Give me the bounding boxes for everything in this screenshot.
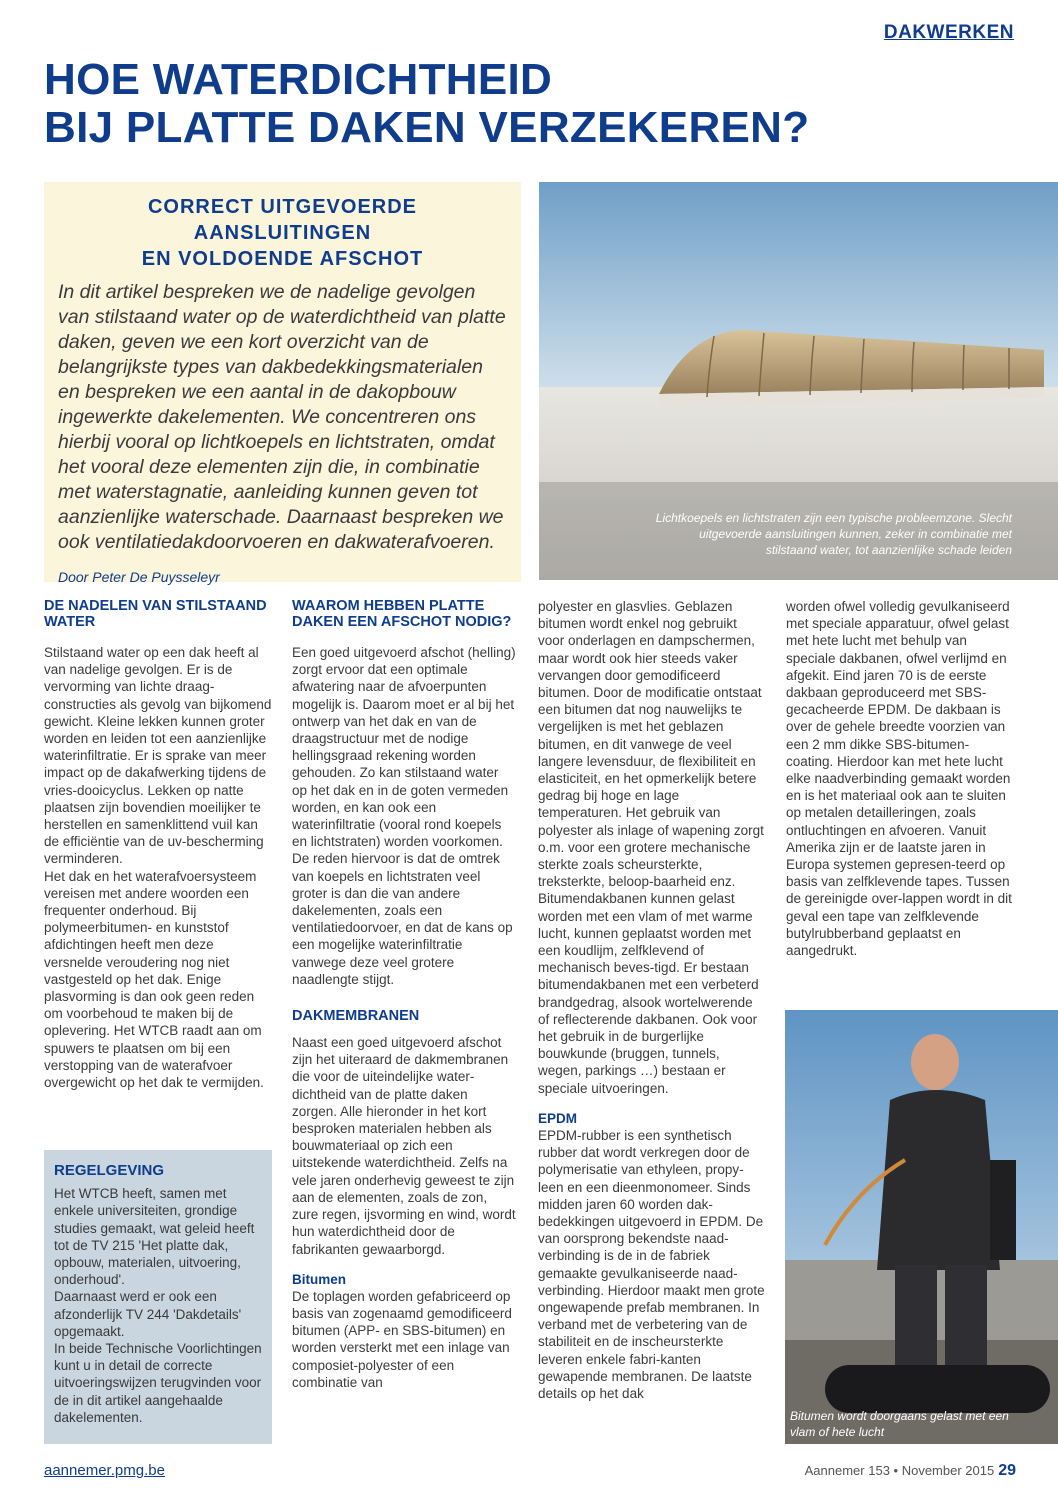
regelgeving-box xyxy=(44,1150,272,1444)
heading-epdm: EPDM xyxy=(538,1110,578,1126)
page-number: 29 xyxy=(998,1462,1016,1479)
col2-paragraph-2: Naast een goed uitgevoerd afschot zijn het uiteraard de dakmembranen die voor de uiteindelijke water-dichtheid van de platte daken zorgen. Alle hieronder in het kort besproken materialen hebben als bouwmateriaal op zich een uitstekende waterdichtheid. Zelfs na vele jaren onderhevig geweest te zijn aan de elementen, zoals de zon, zure regen, ijsvorming en wind, wordt hun waterdichtheid door de fabrikanten gewaarborgd. xyxy=(292,1035,516,1257)
title-line-1: HOE WATERDICHTHEID xyxy=(44,55,553,104)
photo2-caption: Bitumen wordt doorgaans gelast met een vlam of hete lucht xyxy=(790,1409,1009,1439)
section-tag: DAKWERKEN xyxy=(883,22,1014,43)
column-1 xyxy=(44,598,272,1091)
heading-stilstaand-water: DE NADELEN VAN STILSTAAND WATER xyxy=(44,598,267,630)
intro-subtitle-line-1: CORRECT UITGEVOERDE AANSLUITINGEN xyxy=(147,196,418,244)
roofer-photo-illustration xyxy=(785,1010,1058,1444)
page-title xyxy=(44,56,1004,152)
regelgeving-paragraph-1: Het WTCB heeft, samen met enkele universiteiten, grondige studies gemaakt, wat geleid heeft tot de TV 215 'Het platte dak, opbouw, materialen, uitvoering, onderhoud'. xyxy=(54,1186,255,1288)
intro-text: In dit artikel bespreken we de nadelige gevolgen van stilstaand water op de waterdichtheid van platte daken, geven we een kort overzicht van de belangrijkste types van dakbedekkingsmaterialen en bespreken we een aantal in de dakopbouw ingewerkte dakelementen. We concentreren ons hierbij vooral op lichtkoepels en lichtstraten, omdat het vooral deze elementen zijn die, in combinatie met waterstagnatie, aanleiding kunnen geven tot aanzienlijke waterschade. Daarnaast bespreken we ook ventilatiedakdoorvoeren en dakwaterafvoeren. xyxy=(58,281,506,553)
heading-regelgeving: REGELGEVING xyxy=(54,1162,165,1179)
col1-paragraph-1: Stilstaand water op een dak heeft al van nadelige gevolgen. Er is de vervorming van lichte draag-constructies als gevolg van bijkomend gewicht. Kleine lekken kunnen groter worden en leiden tot een aanzienlijke waterinfiltratie. Er is sprake van meer impact op de dakafwerking tijdens de vries-dooicyclus. Lekken op natte plaatsen zijn bovendien moeilijker te herstellen en samenklittend vuil kan de efficiëntie van de uv-bescherming verminderen. xyxy=(44,645,272,867)
photo1-caption: Lichtkoepels en lichtstraten zijn een typische probleemzone. Slecht uitgevoerde aansluitingen kunnen, zeker in combinatie met stilstaand water, tot aanzienlijke schade leiden xyxy=(655,511,1012,557)
roofer-photo xyxy=(785,1010,1058,1444)
regelgeving-paragraph-3: In beide Technische Voorlichtingen kunt u in detail de correcte uitvoeringswijzen terugvinden voor de in dit artikel aangehaalde dakelementen. xyxy=(54,1341,262,1425)
col3-paragraph-1: polyester en glasvlies. Geblazen bitumen wordt enkel nog gebruikt voor onderlagen en dampschermen, maar wordt ook hier steeds vaker vervangen door gemodificeerd bitumen. Door de modificatie ontstaat een bitumen dat nog nauwelijks te vergelijken is met het geblazen bitumen, en dit vanwege de veel langere levensduur, de flexibiliteit en elasticiteit, en het opmerkelijk betere gedrag bij hoge en lage temperaturen. Het gebruik van polyester als inlage of wapening zorgt o.m. voor een grotere mechanische sterkte zoals scheursterkte, treksterkte, beloop-baarheid enz. Bitumendakbanen kunnen gelast worden met een vlam of met warme lucht, kunnen geplaatst worden met een koudlijm, zelfklevend of mechanisch beves-tigd. Er bestaan bitumendakbanen met een verbeterd brandgedrag, alsook wortelwerende of reflecterende dakbanen. Ook voor het gebruik in de burgerlijke bouwkunde (bruggen, tunnels, wegen, parkings …) bestaan er speciale uitvoeringen. xyxy=(538,599,764,1096)
heading-afschot: WAAROM HEBBEN PLATTE DAKEN EEN AFSCHOT NODIG? xyxy=(292,598,512,630)
title-line-2: BIJ PLATTE DAKEN VERZEKEREN? xyxy=(44,103,810,152)
footer-issue xyxy=(805,1462,1016,1480)
byline: Door Peter De Puysseleyr xyxy=(58,569,220,585)
regelgeving-paragraph-2: Daarnaast werd er ook een afzonderlijk TV 244 'Dakdetails' opgemaakt. xyxy=(54,1289,242,1339)
heading-dakmembranen: DAKMEMBRANEN xyxy=(292,1008,420,1025)
footer-issue-text: Aannemer 153 • November 2015 xyxy=(804,1463,995,1478)
column-4 xyxy=(786,598,1014,959)
col2-paragraph-3: De toplagen worden gefabriceerd op basis van zogenaamd gemodificeerd bitumen (APP- en SBS-bitumen) en worden versterkt met een inlage van composiet-polyester of een combinatie van xyxy=(292,1288,512,1390)
intro-subtitle-line-2: EN VOLDOENDE AFSCHOT xyxy=(141,248,424,270)
intro-box xyxy=(44,182,521,585)
col4-paragraph-1: worden ofwel volledig gevulkaniseerd met speciale apparatuur, ofwel gelast met hete lucht met behulp van speciale dakbanen, ofwel verlijmd en afgekit. Eind jaren 70 is de eerste dakbaan geproduceerd met SBS-gecacheerde EPDM. De dakbaan is over de gehele breedte voorzien van een 2 mm dikke SBS-bitumen-coating. Hierdoor kan met hete lucht elke naadverbinding gemaakt worden en is het materiaal ook aan te sluiten op metalen detailleringen, zoals ontluchtingen en afvoeren. Vanuit Amerika zijn er de laatste jaren in Europa systemen gepresen-teerd op basis van zelfklevende tapes. Tussen de gereinigde over-lappen wordt in dit geval een tape van zelfklevende butylrubberband geplaatst en aangedrukt. xyxy=(786,599,1012,959)
col3-paragraph-2: EPDM-rubber is een synthetisch rubber dat wordt verkregen door de polymerisatie van ethyleen, propy-leen en een dieenmonomeer. Sinds midden jaren 60 worden dak-bedekkingen uitgevoerd in EPDM. De van oorsprong bekendste naad-verbinding is de in de fabriek gemaakte gevulkaniseerde naad-verbinding. Hierdoor maakt men grote ongewapende prefab membranen. In verband met de verbetering van de stabiliteit en de inscheursterkte leveren enkele fabri-kanten gewapende membranen. De laatste details op het dak xyxy=(538,1127,765,1401)
intro-subtitle xyxy=(58,194,507,272)
col1-paragraph-2: Het dak en het waterafvoersysteem vereisen met andere woorden een frequenter onderhoud. Bij polymeerbitumen- en kunststof afdichtingen heeft men deze versnelde veroudering nog niet vastgesteld op het dak. Enige plasvorming is dan ook geen reden om voorbehoud te maken bij de oplevering. Het WTCB raadt aan om spuwers te plaatsen om bij een verstopping van de waterafvoer overgewicht op het dak te vermijden. xyxy=(44,868,264,1091)
footer-url[interactable]: aannemer.pmg.be xyxy=(44,1462,165,1479)
column-3 xyxy=(538,598,766,1402)
col2-paragraph-1: Een goed uitgevoerd afschot (helling) zorgt ervoor dat een optimale afwatering naar de afvoerpunten mogelijk is. Daarom moet er al bij het ontwerp van het dak en van de draagstructuur met de nodige hellingsgraad rekening worden gehouden. Zo kan stilstaand water op het dak en in de goten vermeden worden, en kan ook een waterinfiltratie (vooral rond koepels en lichtstraten) worden voorkomen. De reden hiervoor is dat de omtrek van koepels en lichtstraten veel groter is dan die van andere dakelementen, zoals een ventilatiedoorvoer, en dat de kans op een mogelijke waterinfiltratie vanwege deze veel grotere naadlengte stijgt. xyxy=(292,645,516,987)
heading-bitumen: Bitumen xyxy=(292,1271,346,1287)
column-2 xyxy=(292,598,516,1391)
